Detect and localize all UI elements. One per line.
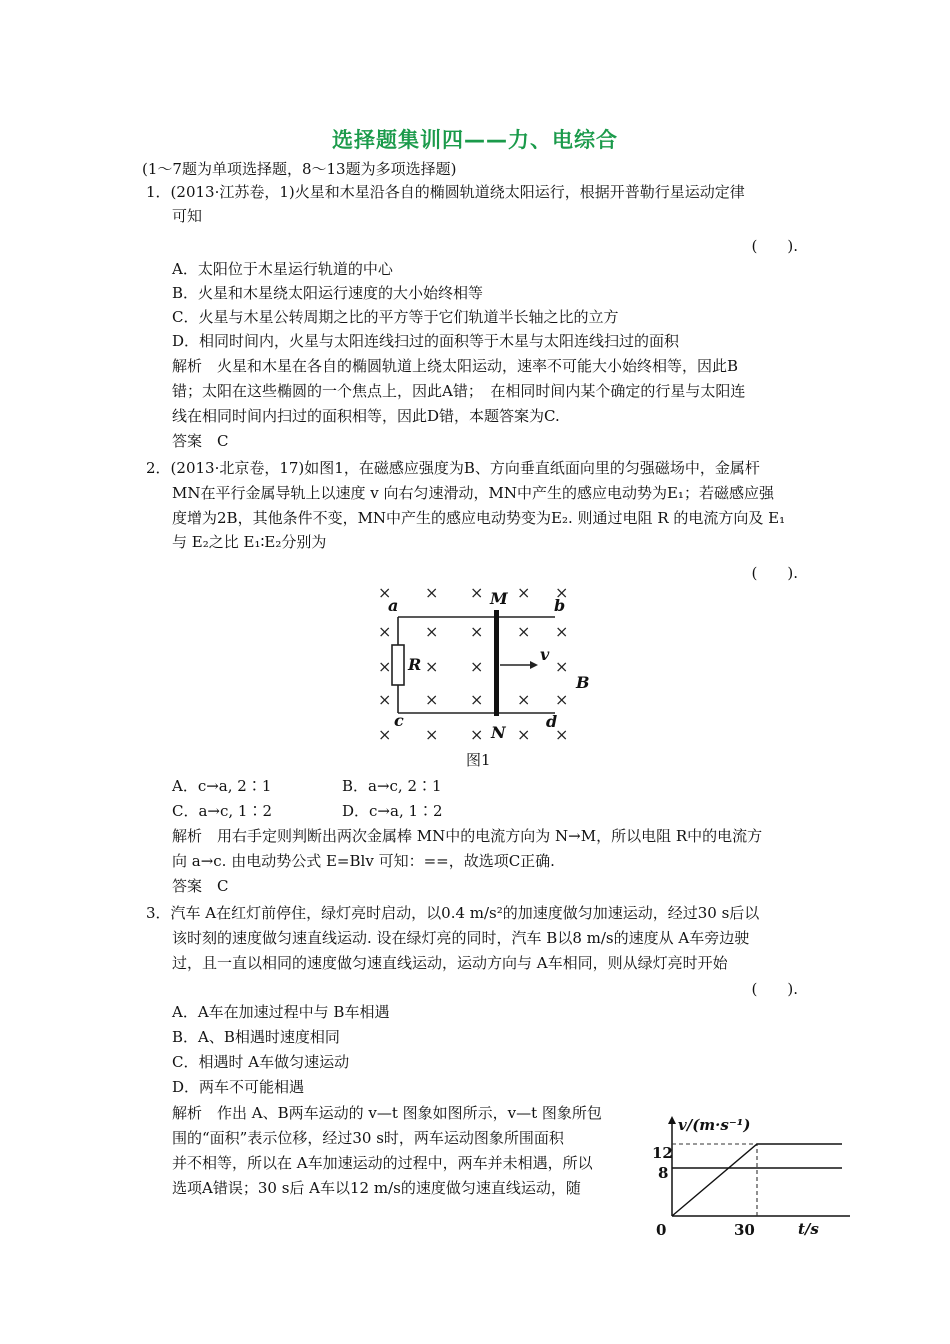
q1-answer: 答案 C xyxy=(172,432,229,450)
svg-text:×: × xyxy=(425,622,439,641)
q3-option-a: A．A车在加速过程中与 B车相遇 xyxy=(172,1003,390,1021)
svg-text:×: × xyxy=(470,657,484,676)
svg-text:×: × xyxy=(470,583,484,602)
svg-text:×: × xyxy=(378,690,392,709)
label-n: N xyxy=(491,723,506,742)
q1-option-d: D．相同时间内，火星与太阳连线扫过的面积等于木星与太阳连线扫过的面积 xyxy=(172,332,680,350)
metal-bar-mn xyxy=(494,610,499,716)
svg-text:×: × xyxy=(425,690,439,709)
q2-stem-line: MN在平行金属导轨上以速度 v 向右匀速滑动，MN中产生的感应电动势为E₁；若磁感应强 xyxy=(172,484,774,502)
q3-option-b: B．A、B相遇时速度相同 xyxy=(172,1028,340,1046)
q2-stem-line: 2．(2013·北京卷，17)如图1，在磁感应强度为B、方向垂直纸面向里的匀强磁场中，金属杆 xyxy=(146,459,760,477)
q2-stem-line: 与 E₂之比 E₁∶E₂分别为 xyxy=(172,533,327,551)
q1-option-c: C．火星与木星公转周期之比的平方等于它们轨道半长轴之比的立方 xyxy=(172,308,619,326)
chart-y-tick-label: 12 xyxy=(652,1144,673,1162)
q2-option-b: B．a→c, 2∶1 xyxy=(342,777,442,795)
q2-answer: 答案 C xyxy=(172,877,229,895)
vt-chart xyxy=(650,1112,850,1240)
q2-option-c: C．a→c, 1∶2 xyxy=(172,802,273,820)
q3-analysis-line: 围的“面积”表示位移，经过30 s时，两车运动图象所围面积 xyxy=(172,1129,564,1147)
q3-stem-line: 过，且一直以相同的速度做匀速直线运动，运动方向与 A车相同，则从绿灯亮时开始 xyxy=(172,954,728,972)
svg-text:×: × xyxy=(470,725,484,744)
label-c: c xyxy=(394,711,404,730)
svg-text:×: × xyxy=(470,622,484,641)
chart-x-tick-label: 30 xyxy=(734,1221,755,1239)
q3-analysis-line: 并不相等，所以在 A车加速运动的过程中，两车并未相遇，所以 xyxy=(172,1154,593,1172)
q1-stem-line: 1．(2013·江苏卷，1)火星和木星沿各自的椭圆轨道绕太阳运行，根据开普勒行星运动定律 xyxy=(146,183,745,201)
svg-text:×: × xyxy=(470,690,484,709)
svg-text:×: × xyxy=(378,583,392,602)
svg-text:×: × xyxy=(517,690,531,709)
svg-text:×: × xyxy=(555,690,569,709)
svg-text:×: × xyxy=(378,657,392,676)
svg-text:×: × xyxy=(425,657,439,676)
figure-1-caption: 图1 xyxy=(466,751,491,769)
svg-text:×: × xyxy=(555,725,569,744)
label-b: b xyxy=(554,596,566,615)
q2-answer-paren: ( ). xyxy=(751,564,798,582)
chart-y-tick-label: 8 xyxy=(658,1164,669,1182)
svg-text:×: × xyxy=(555,657,569,676)
resistor xyxy=(392,645,404,685)
svg-text:×: × xyxy=(378,725,392,744)
svg-text:×: × xyxy=(425,583,439,602)
label-a: a xyxy=(388,596,399,615)
chart-ylabel: v/(m·s⁻¹) xyxy=(678,1116,751,1134)
q2-analysis-line: 向 a→c. 由电动势公式 E=Blv 可知：==，故选项C正确. xyxy=(172,852,555,870)
chart-y-axis-arrow xyxy=(668,1116,676,1124)
label-m: M xyxy=(490,589,508,608)
svg-text:×: × xyxy=(517,725,531,744)
q2-stem-line: 度增为2B，其他条件不变，MN中产生的感应电动势变为E₂. 则通过电阻 R 的电流方向及 E₁ xyxy=(172,509,786,527)
svg-text:×: × xyxy=(517,583,531,602)
svg-text:×: × xyxy=(425,725,439,744)
chart-origin-label: 0 xyxy=(656,1221,667,1239)
q3-stem-line: 3．汽车 A在红灯前停住，绿灯亮时启动，以0.4 m/s²的加速度做匀加速运动，经过30 s后以 xyxy=(146,904,760,922)
question-type-note: (1～7题为单项选择题，8～13题为多项选择题) xyxy=(142,160,457,178)
chart-xlabel: t/s xyxy=(798,1220,819,1238)
label-v: v xyxy=(540,645,550,664)
q3-answer-paren: ( ). xyxy=(751,980,798,998)
q3-option-d: D．两车不可能相遇 xyxy=(172,1078,305,1096)
svg-text:×: × xyxy=(517,622,531,641)
figure-1-circuit xyxy=(370,580,610,750)
q3-analysis-line: 解析 作出 A、B两车运动的 v—t 图象如图所示，v—t 图象所包 xyxy=(172,1104,602,1122)
q1-option-b: B．火星和木星绕太阳运行速度的大小始终相等 xyxy=(172,284,484,302)
q2-option-d: D．c→a, 1∶2 xyxy=(342,802,443,820)
svg-text:×: × xyxy=(378,622,392,641)
label-d: d xyxy=(546,712,558,731)
page-title: 选择题集训四——力、电综合 xyxy=(332,128,618,152)
q3-option-c: C．相遇时 A车做匀速运动 xyxy=(172,1053,350,1071)
svg-text:×: × xyxy=(555,622,569,641)
q1-analysis-line: 错；太阳在这些椭圆的一个焦点上，因此A错； 在相同时间内某个确定的行星与太阳连 xyxy=(172,382,746,400)
label-b-field: B xyxy=(576,673,590,692)
q1-answer-paren: ( ). xyxy=(751,237,798,255)
q2-option-a: A．c→a, 2∶1 xyxy=(172,777,272,795)
q1-analysis-line: 解析 火星和木星在各自的椭圆轨道上绕太阳运动，速率不可能大小始终相等，因此B xyxy=(172,357,739,375)
q2-analysis-line: 解析 用右手定则判断出两次金属棒 MN中的电流方向为 N→M，所以电阻 R中的电流方 xyxy=(172,827,763,845)
q3-analysis-line: 选项A错误；30 s后 A车以12 m/s的速度做匀速直线运动，随 xyxy=(172,1179,581,1197)
q1-stem-line: 可知 xyxy=(172,207,203,225)
svg-text:×: × xyxy=(555,583,569,602)
q1-analysis-line: 线在相同时间内扫过的面积相等，因此D错，本题答案为C. xyxy=(172,407,560,425)
q3-stem-line: 该时刻的速度做匀速直线运动. 设在绿灯亮的同时，汽车 B以8 m/s的速度从 A车旁边驶 xyxy=(172,929,750,947)
q1-option-a: A．太阳位于木星运行轨道的中心 xyxy=(172,260,393,278)
label-r: R xyxy=(408,655,422,674)
